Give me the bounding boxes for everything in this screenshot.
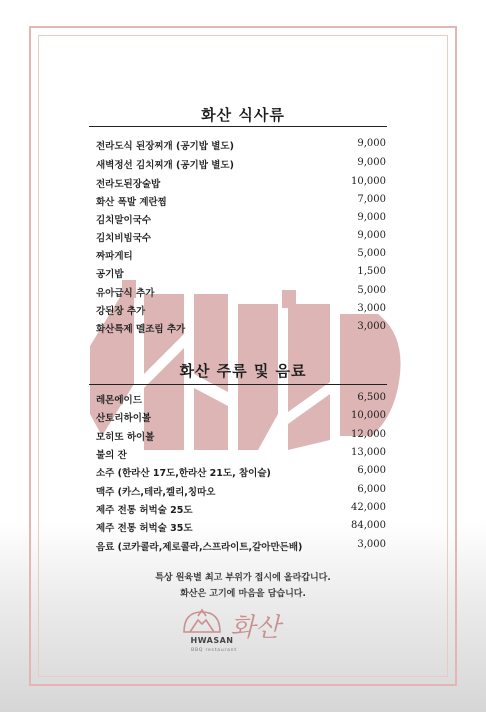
menu-item-price: 84,000 [351,520,386,531]
list-item [96,138,386,156]
list-item [96,502,386,520]
menu-item-name: 공기밥 [96,269,124,280]
drinks-section-title: 화산 주류 및 음료 [179,362,307,380]
menu-item-price: 12,000 [351,429,386,440]
menu-item-name: 전라도식 된장찌개 (공기밥 별도) [96,141,234,152]
menu-item-price: 9,000 [357,230,386,241]
menu-item-name: 모히또 하이볼 [96,432,155,443]
list-item [96,157,386,175]
menu-item-price: 13,000 [351,447,386,458]
footer-note-heart: 화산은 고기에 마음을 담습니다. [180,589,306,599]
menu-item-name: 제주 전통 허벅술 35도 [96,523,193,534]
menu-item-name: 맥주 (카스,테라,켈리,칭따오 [96,487,216,498]
list-item [96,194,386,212]
menu-item-name: 새벽정선 김치찌개 (공기밥 별도) [96,160,234,171]
hwasan-logo [180,606,306,662]
logo-subtitle: BBQ restaurant [191,648,237,653]
menu-item-price: 3,000 [357,539,386,550]
menu-item-name: 전라도된장술밥 [96,179,161,190]
menu-item-price: 9,000 [357,212,386,223]
menu-item-name: 유아급식 추가 [96,288,155,299]
list-item [96,520,386,538]
list-item [96,248,386,266]
menu-item-price: 3,000 [357,321,386,332]
logo-script-text: 화산 [230,613,281,643]
list-item [96,176,386,194]
list-item [96,285,386,303]
list-item [96,321,386,339]
menu-item-name: 불의 잔 [96,450,127,461]
menu-item-name: 산토리하이볼 [96,413,152,424]
menu-item-name: 김치말이국수 [96,215,152,226]
list-item [96,465,386,483]
list-item [96,539,386,557]
list-item [96,484,386,502]
menu-item-price: 9,000 [357,138,386,149]
menu-item-name: 강된장 추가 [96,306,146,317]
list-item [96,410,386,428]
menu-item-price: 6,500 [357,392,386,403]
menu-item-price: 42,000 [351,502,386,513]
menu-item-price: 10,000 [351,410,386,421]
menu-item-name: 제주 전통 허벅술 25도 [96,505,193,516]
menu-item-name: 레몬에이드 [96,395,142,406]
list-item [96,266,386,284]
food-section-title: 화산 식사류 [201,106,285,124]
menu-item-price: 7,000 [357,194,386,205]
menu-item-price: 6,000 [357,484,386,495]
menu-item-price: 10,000 [351,176,386,187]
menu-item-name: 음료 (코카콜라,제로콜라,스프라이트,갈아만든배) [96,542,303,553]
menu-item-price: 1,500 [357,266,386,277]
menu-item-price: 6,000 [357,465,386,476]
menu-item-price: 3,000 [357,303,386,314]
menu-item-name: 소주 (한라산 17도,한라산 21도, 참이슬) [96,468,271,479]
list-item [96,230,386,248]
menu-item-price: 5,000 [357,285,386,296]
menu-item-name: 김치비빔국수 [96,233,152,244]
menu-item-price: 5,000 [357,248,386,259]
list-item [96,429,386,447]
list-item [96,212,386,230]
list-item [96,392,386,410]
menu-item-name: 짜파게티 [96,251,133,262]
menu-item-name: 화산특제 멜조림 추가 [96,324,186,335]
menu-item-price: 9,000 [357,157,386,168]
list-item [96,303,386,321]
list-item [96,447,386,465]
footer-note-quality: 특상 원육별 최고 부위가 접시에 올라갑니다. [155,573,331,583]
drinks-section-divider [89,384,387,385]
menu-item-name: 화산 폭발 계란찜 [96,197,167,208]
logo-name: HWASAN [190,636,234,645]
volcano-emblem-icon [184,610,220,632]
food-section-divider [89,126,387,127]
